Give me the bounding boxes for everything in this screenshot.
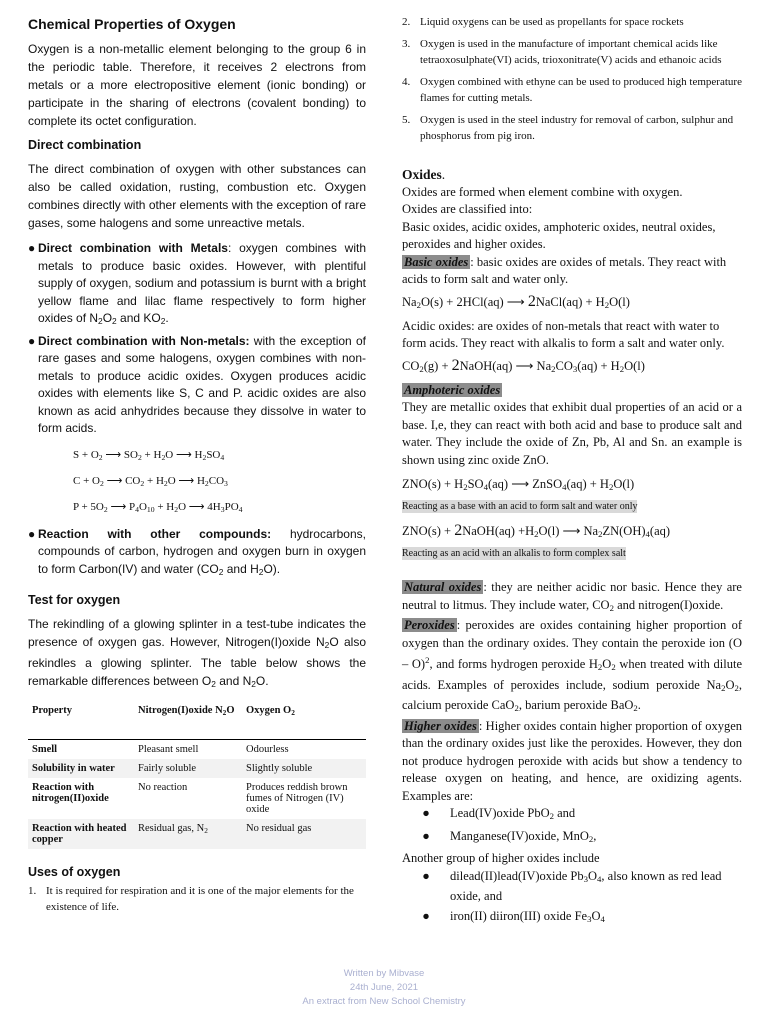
sub: 4 bbox=[597, 873, 602, 884]
t: + H bbox=[144, 474, 164, 487]
sub: 2 bbox=[160, 316, 166, 326]
sub: 2 bbox=[588, 833, 594, 844]
table-cell bbox=[134, 819, 242, 849]
sub: 2 bbox=[734, 682, 739, 693]
bullet-non-metals-text bbox=[38, 333, 366, 438]
sub: 4 bbox=[238, 504, 243, 514]
t: with the exception of rare gases and some halogens, oxygen combines with non-metals to produce acidic oxides. Oxygen produces acidic oxides with elements like S, C and P. acidic oxides are also known as acid anhydrides because they dissolve in water to form acids. bbox=[38, 333, 367, 435]
intro-paragraph: Oxygen is a non-metallic element belonging to the group 6 in the periodic table. Therefore, it receives 2 electrons from metals or a more electropositive element (ionic bonding) or participate in the sharing of electrons (covalent bonding) to complete its octet configuration. bbox=[28, 42, 366, 128]
t: CO bbox=[208, 474, 225, 487]
t: O bbox=[226, 705, 235, 716]
t: Residual gas, N bbox=[138, 823, 205, 834]
list-text: Oxygen combined with ethyne can be used to produced high temperature flames for cutting metals. bbox=[420, 76, 742, 104]
right-column bbox=[402, 14, 742, 930]
list-text: It is required for respiration and it is one of the major elements for the existence of life. bbox=[46, 885, 354, 913]
t: dilead(II)lead(IV)oxide Pb bbox=[450, 868, 584, 883]
sub: 2 bbox=[604, 299, 610, 310]
t: : basic oxides are oxides of metals. They react with acids to form salt and water only. bbox=[402, 254, 727, 286]
bullet-icon: ● bbox=[422, 908, 430, 923]
list-text bbox=[450, 868, 742, 906]
amphoteric-label: Amphoteric oxides bbox=[404, 382, 501, 397]
list-item bbox=[402, 14, 742, 30]
bullet-non-metals bbox=[28, 333, 366, 438]
t: and nitrogen(I)oxide. bbox=[613, 597, 724, 612]
t: O bbox=[588, 868, 598, 883]
sub: 2 bbox=[463, 482, 468, 492]
bullet-compounds bbox=[28, 526, 366, 582]
table-header bbox=[134, 701, 242, 740]
sub: 2 bbox=[204, 826, 208, 835]
sub: 2 bbox=[611, 662, 616, 672]
table-row bbox=[28, 759, 366, 778]
t: P + 5O bbox=[73, 500, 104, 513]
t: 2 bbox=[451, 356, 460, 374]
amphoteric-paragraph: They are metallic oxides that exhibit dual properties of an acid or a base. I,e, they can react with both acid and base to produce salt and water. They include the oxide of Zn, Pb, Al and Sn. an example is shown using zinc oxide ZnO. bbox=[402, 400, 742, 467]
t: and H bbox=[223, 561, 259, 576]
bullet-non-metals-label: Direct combination with Non-metals: bbox=[38, 333, 250, 348]
t: NaCl(aq) + H bbox=[535, 294, 605, 309]
t: O ⟶ 4H bbox=[178, 500, 221, 513]
t: : Higher oxides contain higher proportion of oxygen than the ordinary oxides just like the peroxides. However, they don not produce hydrogen peroxide with acids but show a tendency to release oxygen on heating, and hence, are oxidizing agents. Examples are: bbox=[402, 718, 742, 803]
list-text: Oxygen is used in the manufacture of important chemical acids like tetraoxosulphate(VI) acids, trioxonitrate(V) acids and ethanoic acids bbox=[420, 38, 722, 66]
peroxides-label: Peroxides bbox=[404, 618, 455, 632]
t: C + O bbox=[73, 474, 100, 487]
t: ⟶ SO bbox=[102, 448, 138, 461]
t: NaOH(aq) ⟶ Na bbox=[459, 358, 552, 373]
t: . bbox=[637, 698, 641, 712]
sub: 2 bbox=[258, 566, 264, 577]
t: when treated with dilute acids. Examples of peroxides include, sodium peroxide Na bbox=[402, 657, 742, 692]
t: ZNO(s) + bbox=[402, 524, 455, 538]
table-cell: Pleasant smell bbox=[138, 744, 199, 755]
note-acid: Reacting as an acid with an alkalis to form complex salt bbox=[402, 548, 626, 559]
t: and N bbox=[215, 674, 252, 688]
t: ⟶ P bbox=[107, 500, 136, 513]
t: O bbox=[138, 500, 147, 513]
uses-list bbox=[28, 883, 366, 915]
t: , calcium peroxide CaO bbox=[402, 677, 742, 712]
equation-sulphur bbox=[73, 442, 366, 468]
equation-zno-alkali bbox=[402, 522, 742, 543]
t: O. bbox=[255, 674, 269, 688]
list-text bbox=[450, 828, 596, 849]
t: CO bbox=[555, 358, 573, 373]
table-cell: Reaction with heated copper bbox=[28, 819, 134, 849]
t: (aq) + H bbox=[566, 477, 609, 491]
list-text: Liquid oxygens can be used as propellants for space rockets bbox=[420, 16, 684, 28]
sub: 2 bbox=[137, 452, 142, 462]
sub: 2 bbox=[251, 679, 256, 689]
t: O(s) + 2HCl(aq) ⟶ bbox=[420, 294, 528, 309]
sub: 3 bbox=[572, 363, 578, 374]
t: Lead(IV)oxide PbO bbox=[450, 806, 550, 820]
sub: 2 bbox=[112, 316, 117, 326]
direct-combination-heading: Direct combination bbox=[28, 138, 142, 152]
t: O also rekindles a glowing splinter. The table below shows the remarkable differences between O bbox=[28, 635, 367, 688]
t: : peroxides are oxides containing higher proportion of oxygen than the ordinary oxides. They contain the peroxide ion (O – O) bbox=[402, 618, 742, 671]
t: Manganese(IV)oxide, MnO bbox=[450, 828, 589, 843]
t: : oxygen combines with metals to produce basic oxides. However, with plentiful supply of oxygen, sodium and potassium is burnt with a bright yellow flame and lilac flame respectively to form higher oxides of N bbox=[38, 241, 366, 325]
table-row bbox=[28, 778, 366, 819]
t: Oxygen O bbox=[246, 705, 292, 716]
list-item bbox=[402, 112, 742, 144]
footer-source: An extract from New School Chemistry bbox=[302, 996, 466, 1007]
another-group-text: Another group of higher oxides include bbox=[402, 851, 600, 865]
sub: 3 bbox=[220, 504, 225, 514]
footer-author: Written by Mibvase bbox=[343, 968, 425, 979]
t: , bbox=[593, 828, 597, 843]
t: , also known as red lead oxide, and bbox=[450, 868, 722, 903]
note-acid-row bbox=[402, 543, 742, 561]
t: iron(II) diiron(III) oxide Fe bbox=[450, 908, 588, 923]
table-header: Property bbox=[32, 705, 73, 716]
t: O). bbox=[263, 561, 281, 576]
t: (aq) bbox=[649, 524, 671, 538]
equation-basic bbox=[402, 293, 742, 314]
t: 2 bbox=[527, 292, 536, 310]
sub: 4 bbox=[220, 452, 225, 462]
t: O bbox=[602, 657, 612, 671]
sub: 2 bbox=[551, 363, 556, 374]
t: ZNO(s) + H bbox=[402, 477, 464, 491]
table-cell: Odourless bbox=[246, 744, 289, 755]
t: , barium peroxide BaO bbox=[518, 698, 634, 712]
t: PO bbox=[224, 500, 239, 513]
list-number: 2. bbox=[402, 16, 411, 28]
sub: 4 bbox=[135, 504, 139, 514]
t: . bbox=[441, 167, 446, 182]
t: 2 bbox=[454, 522, 463, 539]
sub: 2 bbox=[608, 482, 614, 492]
t: O bbox=[725, 677, 735, 692]
basic-oxides-paragraph bbox=[402, 254, 742, 289]
oxides-p2: Oxides are classified into: bbox=[402, 202, 533, 216]
sub: 2 bbox=[222, 708, 227, 717]
table-header bbox=[242, 701, 366, 740]
acidic-oxides-paragraph: Acidic oxides: are oxides of non-metals that react with water to form acids. They react with alkalis to form a salt and water only. bbox=[402, 318, 725, 350]
bullet-icon: ● bbox=[422, 868, 430, 883]
sub: 2 bbox=[597, 662, 603, 672]
list-item bbox=[402, 805, 742, 826]
t: O(l) bbox=[624, 358, 645, 373]
t: O(l) bbox=[609, 294, 630, 309]
t: O(l) bbox=[613, 477, 635, 491]
sub: 4 bbox=[645, 529, 650, 539]
sub: 2 bbox=[202, 452, 207, 462]
test-for-oxygen-paragraph bbox=[28, 615, 366, 693]
t: and KO bbox=[116, 311, 161, 325]
t: O(l) ⟶ Na bbox=[538, 524, 599, 538]
t: O bbox=[102, 311, 113, 325]
note-base: Reacting as a base with an acid to form salt and water only bbox=[402, 501, 638, 512]
list-item bbox=[402, 36, 742, 68]
t: (aq) ⟶ ZnSO bbox=[487, 477, 563, 491]
sub: 2 bbox=[324, 640, 330, 650]
t: + H bbox=[154, 500, 175, 513]
list-text: Oxygen is used in the steel industry for removal of carbon, sulphur and phosphorus from pig iron. bbox=[420, 114, 734, 142]
t: The rekindling of a glowing splinter in a test-tube indicates the presence of oxygen gas. However, Nitrogen(I)oxide N bbox=[28, 617, 366, 649]
sub: 4 bbox=[562, 482, 567, 492]
list-item bbox=[402, 868, 742, 906]
table-cell: Solubility in water bbox=[28, 759, 134, 778]
t: SO bbox=[467, 477, 484, 491]
bullet-icon: ● bbox=[28, 526, 36, 541]
sub: 2 bbox=[619, 363, 625, 374]
uses-heading: Uses of oxygen bbox=[28, 865, 121, 879]
t: , and forms hydrogen peroxide H bbox=[429, 657, 598, 671]
oxides-heading bbox=[402, 166, 742, 184]
t: Oxides bbox=[402, 167, 442, 182]
table-cell: No reaction bbox=[138, 782, 188, 793]
bullet-icon: ● bbox=[422, 828, 430, 843]
t: and bbox=[554, 806, 576, 820]
t: SO bbox=[206, 448, 221, 461]
table-cell: No residual gas bbox=[242, 819, 366, 849]
oxides-p1: Oxides are formed when element combine with oxygen. bbox=[402, 184, 683, 199]
sub: 2 bbox=[103, 504, 108, 514]
sub: 3 bbox=[224, 478, 228, 488]
sub: 2 bbox=[534, 529, 539, 539]
table-cell: Fairly soluble bbox=[134, 759, 242, 778]
sub: 2 bbox=[416, 299, 421, 310]
bullet-metals bbox=[28, 240, 366, 331]
table-cell: Reaction with nitrogen(II)oxide bbox=[32, 782, 109, 804]
list-item bbox=[402, 908, 742, 929]
sub: 2 bbox=[98, 452, 103, 462]
table-cell: Slightly soluble bbox=[242, 759, 366, 778]
sub: 2 bbox=[598, 529, 603, 539]
t: S + O bbox=[73, 448, 99, 461]
list-number: 4. bbox=[402, 76, 411, 88]
t: ⟶ CO bbox=[103, 474, 141, 487]
sub: 2 bbox=[549, 811, 554, 821]
sub: 2 bbox=[161, 452, 166, 462]
list-number: 1. bbox=[28, 885, 37, 897]
sub: 2 bbox=[204, 478, 209, 488]
table-cell: Produces reddish brown fumes of Nitrogen (IV) oxide bbox=[246, 782, 348, 815]
equation-phosphorus bbox=[73, 494, 366, 520]
sub: 2 bbox=[218, 566, 224, 577]
t: Nitrogen(I)oxide N bbox=[138, 705, 223, 716]
t: (aq) + H bbox=[577, 358, 620, 373]
equation-acidic bbox=[402, 357, 742, 378]
t: ZN(OH) bbox=[602, 524, 646, 538]
footer bbox=[0, 967, 768, 1009]
t: . bbox=[165, 311, 169, 325]
bullet-metals-label: Direct combination with Metals bbox=[38, 241, 228, 255]
t: : they are neither acidic nor basic. Hence they are neutral to litmus. They include water, CO bbox=[402, 580, 742, 612]
page-title: Chemical Properties of Oxygen bbox=[28, 16, 236, 32]
sub: 2 bbox=[99, 478, 104, 488]
basic-oxides-label: Basic oxides bbox=[404, 254, 469, 269]
sub: 2 bbox=[721, 682, 726, 693]
list-text bbox=[450, 908, 605, 929]
sub: 2 bbox=[291, 708, 295, 717]
amphoteric-heading bbox=[402, 382, 742, 400]
t: O ⟶ H bbox=[165, 448, 203, 461]
oxides-p3: Basic oxides, acidic oxides, amphoteric oxides, neutral oxides, peroxides and higher oxides. bbox=[402, 219, 716, 251]
higher-oxides-paragraph bbox=[402, 718, 742, 806]
t: Na bbox=[402, 294, 417, 309]
list-text bbox=[450, 805, 575, 826]
list-item bbox=[402, 74, 742, 106]
bullet-icon: ● bbox=[422, 806, 430, 820]
list-item bbox=[28, 883, 366, 915]
sub: 10 bbox=[146, 504, 155, 514]
note-base-row bbox=[402, 496, 742, 514]
bullet-icon: ● bbox=[28, 333, 36, 348]
table-header-row bbox=[28, 701, 366, 740]
sup: 2 bbox=[425, 655, 430, 665]
t: NaOH(aq) +H bbox=[462, 524, 535, 538]
sub: 2 bbox=[514, 703, 519, 713]
t: hydrocarbons, compounds of carbon, hydrogen and oxygen burn in oxygen to form Carbon(IV) and water (CO bbox=[38, 526, 366, 576]
list-item bbox=[402, 828, 742, 849]
bullet-compounds-text bbox=[38, 526, 366, 582]
test-for-oxygen-heading: Test for oxygen bbox=[28, 593, 121, 607]
list-number: 3. bbox=[402, 38, 411, 50]
equation-zno-acid bbox=[402, 475, 742, 496]
sub: 3 bbox=[583, 873, 588, 884]
neutral-oxides-paragraph bbox=[402, 579, 742, 617]
sub: 2 bbox=[419, 363, 424, 374]
footer-date: 24th June, 2021 bbox=[349, 982, 419, 993]
uses-list-continued bbox=[402, 14, 742, 144]
t: CO bbox=[402, 358, 420, 373]
sub: 2 bbox=[98, 316, 103, 326]
sub: 2 bbox=[633, 703, 638, 713]
bullet-metals-text bbox=[38, 240, 366, 331]
neutral-oxides-label: Natural oxides bbox=[404, 580, 482, 594]
sub: 2 bbox=[140, 478, 145, 488]
sub: 4 bbox=[483, 482, 488, 492]
sub: 2 bbox=[174, 504, 179, 514]
t: (g) + bbox=[423, 358, 452, 373]
left-column bbox=[28, 12, 366, 921]
comparison-table bbox=[28, 701, 366, 849]
table-row bbox=[28, 740, 366, 760]
table-row bbox=[28, 819, 366, 849]
t: + H bbox=[141, 448, 162, 461]
sub: 4 bbox=[600, 913, 605, 924]
direct-combination-paragraph: The direct combination of oxygen with other substances can also be called oxidation, rusting, combustion etc. Oxygen combines directly with other elements with the exception of rare gases, some halogens and some unreactive metals. bbox=[28, 162, 366, 230]
peroxides-paragraph bbox=[402, 617, 742, 718]
sub: 3 bbox=[587, 913, 592, 924]
table-cell: Smell bbox=[32, 744, 58, 755]
bullet-icon: ● bbox=[28, 241, 36, 255]
higher-oxides-label: Higher oxides bbox=[404, 718, 477, 733]
sub: 2 bbox=[609, 602, 614, 613]
list-number: 5. bbox=[402, 114, 411, 126]
sub: 2 bbox=[163, 478, 168, 488]
equation-carbon bbox=[73, 468, 366, 494]
t: O ⟶ H bbox=[167, 474, 205, 487]
bullet-compounds-label: Reaction with other compounds: bbox=[38, 526, 272, 541]
t: O bbox=[591, 908, 601, 923]
sub: 2 bbox=[211, 679, 216, 689]
